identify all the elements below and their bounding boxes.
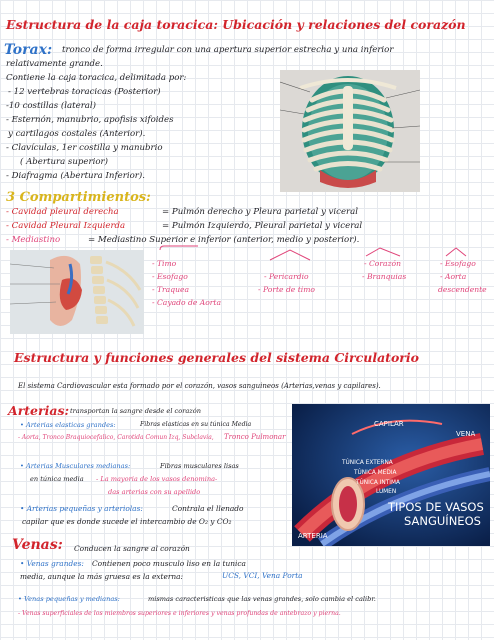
col3-1: - Branquias (362, 272, 407, 281)
vessel-types-image (292, 404, 490, 546)
col2-1: - Porte de timo (258, 285, 315, 294)
torax-item-2: - Esternón, manubrio, apofisis xifoides (6, 115, 174, 125)
label-lumen: LUMEN (376, 489, 397, 495)
comp-row-0-left: - Cavidad pleural derecha (6, 207, 119, 217)
ven-b1d: UCS, VCI, Vena Porta (222, 571, 303, 580)
art-b2a: • Arterias Musculares medianas: (20, 462, 131, 470)
arterias-label: Arterias: (8, 403, 70, 418)
col2-0: - Pericardio (264, 272, 309, 281)
torax-def-2: relativamente grande. (6, 59, 103, 69)
col3-0: - Corazón (364, 259, 401, 268)
venas-label: Venas: (12, 537, 63, 553)
torax-item-3: y cartilagos costales (Anterior). (8, 129, 146, 139)
art-b3c: capilar que es donde sucede el intercambio de O₂ y CO₂ (22, 517, 232, 526)
art-b3a: • Arterias pequeñas y arteriolas: (20, 504, 143, 513)
ven-b1a: • Venas grandes: (20, 559, 84, 568)
col4-0: - Esofago (440, 259, 476, 268)
col4-2: descendente (438, 285, 487, 294)
torax-label: Torax: (4, 42, 53, 58)
label-capilar: CAPILAR (374, 420, 404, 428)
torax-contiene: Contiene la caja toracica, delimitada por: (6, 73, 187, 83)
section1-title: Estructura de la caja toracica: Ubicación y relaciones del corazón (6, 17, 466, 32)
label-tipos-1: TIPOS DE VASOS (388, 500, 484, 514)
art-b1b: Fibras elasticas en su túnica Media (140, 421, 252, 428)
art-b1c: - Aorta, Tronco Braquiocefalico, Carotida Comun Izq, Subclavia, (18, 434, 214, 441)
art-b1d: Tronco Pulmonar (224, 433, 286, 441)
art-b3b: Contrala el llenado (172, 504, 244, 513)
art-b2e: das arterias con su apellido (108, 488, 201, 496)
comp-row-1-right: = Pulmón Izquierdo, Pleural parietal y viceral (162, 221, 363, 231)
label-vena: VENA (456, 430, 476, 438)
ven-b2b: mismas caracteristicas que las venas grandes, solo cambia el calibr. (148, 595, 376, 603)
art-b2d: - La mayoria de los vasos denomina- (96, 475, 218, 483)
col1-1: - Esofago (152, 272, 188, 281)
col1-0: - Timo (152, 259, 177, 268)
torax-item-0: - 12 vertebras toracicas (Posterior) (8, 87, 161, 97)
venas-desc: Conducen la sangre al corazón (74, 544, 190, 553)
comp-row-2-left: - Mediastino (6, 235, 61, 245)
compartimientos-label: 3 Compartimientos: (6, 190, 151, 205)
comp-row-0-right: = Pulmón derecho y Pleura parietal y viceral (162, 207, 359, 217)
section2-intro: El sistema Cardiovascular esta formado por el corazón, vasos sanguineos (Arterias,venas y capilares). (18, 382, 381, 390)
col1-2: - Traquea (152, 285, 189, 294)
ven-b3: - Venas superficiales de los miembros superiores e inferiores y venas profundas de antebrazo y pierna. (18, 610, 341, 617)
ven-b1c: media, aunque la más gruesa es la externa: (20, 572, 184, 581)
ven-b2a: • Venas pequeñas y medianas: (18, 595, 120, 603)
label-tunica-media: TÚNICA MEDIA (354, 470, 397, 476)
label-tunica-externa: TÚNICA EXTERNA (342, 460, 393, 466)
torax-item-5: ( Abertura superior) (20, 157, 108, 167)
section2-title: Estructura y funciones generales del sistema Circulatorio (14, 350, 419, 365)
torax-item-1: -10 costillas (lateral) (6, 101, 97, 111)
ven-b1b: Contienen poco musculo liso en la tunica (92, 559, 246, 568)
col4-1: - Aorta (440, 272, 467, 281)
art-b2c: en túnica media (30, 475, 84, 483)
torax-def-1: tronco de forma irregular con una apertura superior estrecha y una inferior (62, 45, 394, 55)
label-tipos-2: SANGUÍNEOS (404, 514, 481, 528)
torax-item-6: - Diafragma (Abertura Inferior). (6, 171, 145, 181)
torax-item-4: - Clavículas, 1er costilla y manubrio (6, 143, 163, 153)
label-arteria: ARTERIA (298, 532, 328, 540)
comp-row-1-left: - Cavidad Pleural Izquierda (6, 221, 126, 231)
col1-3: - Cayado de Aorta (152, 298, 222, 307)
art-b2b: Fibras musculares lisas (160, 462, 239, 470)
art-b1a: • Arterias elasticas grandes: (20, 421, 116, 429)
comp-row-2-right: = Mediastino Superior e inferior (anterior, medio y posterior). (88, 235, 360, 245)
arterias-desc: transportan la sangre desde el corazón (70, 407, 201, 415)
label-tunica-intima: TÚNICA INTIMA (356, 480, 400, 486)
